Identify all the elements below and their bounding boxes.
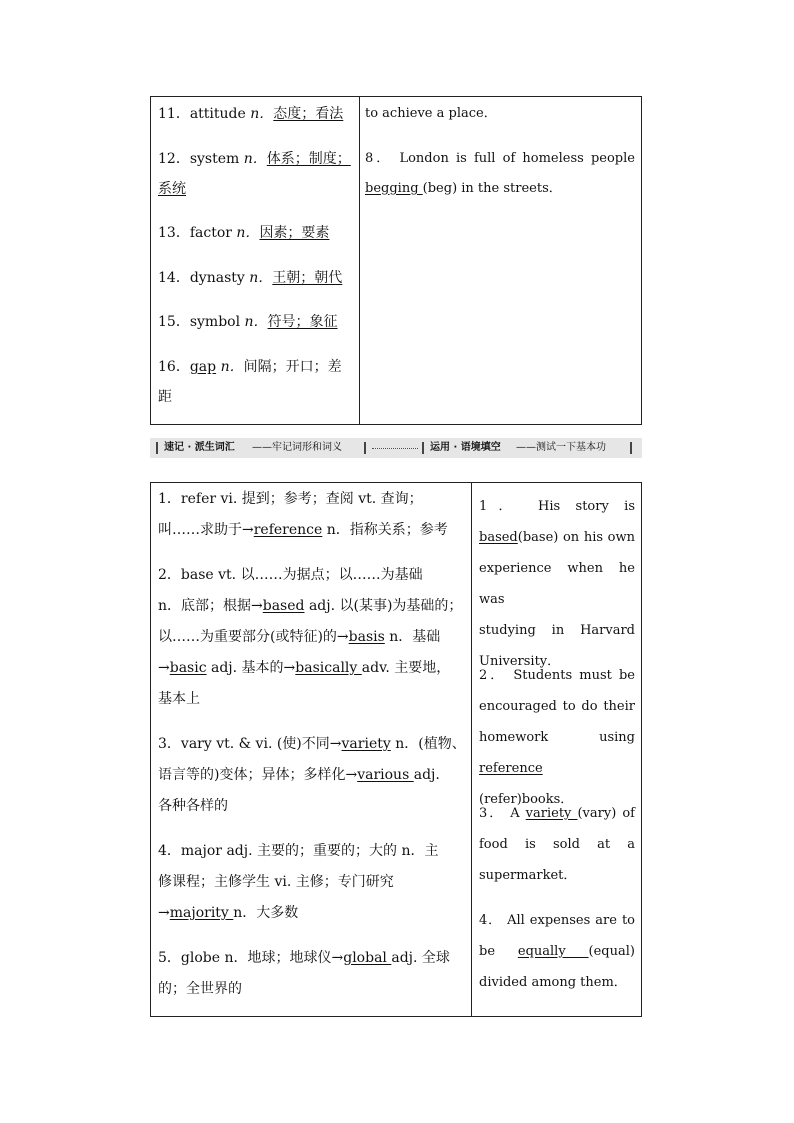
answer-various: various bbox=[357, 767, 414, 783]
derivative-item-4: 4．major adj. 主要的；重要的；大的 n．主 修课程；主修学生 vi. 主修；专门研究 →majority n．大多数 bbox=[158, 843, 439, 921]
answer-based: based bbox=[479, 530, 518, 545]
meaning-answer-cont: 系统 bbox=[158, 181, 186, 197]
answer-basic: basic bbox=[169, 660, 207, 676]
fill-in-item-2: 2． Students must be encouraged to do their homework using reference (refer)books． bbox=[479, 668, 635, 807]
meaning-answer: 因素；要素 bbox=[259, 225, 330, 241]
vocab-item-13: 13．factor n．因素；要素 bbox=[158, 225, 330, 241]
vocab-item-11: 11．attitude n．态度；看法 bbox=[158, 106, 344, 122]
banner-bar-icon bbox=[156, 442, 158, 454]
derivative-item-3: 3．vary vt. & vi. (使)不同→variety n．(植物、 语言等的)变体；异体；多样化→various adj. 各种各样的 bbox=[158, 736, 466, 814]
answer-equally: equally bbox=[517, 944, 589, 959]
vocab-item-16: 16．gap n．间隔；开口；差 距 bbox=[158, 359, 342, 405]
column-divider bbox=[359, 97, 360, 424]
meaning-answer: 符号；象征 bbox=[267, 314, 338, 330]
vocabulary-table-top bbox=[150, 96, 642, 425]
answer-basis: basis bbox=[348, 629, 385, 645]
column-divider bbox=[471, 483, 472, 1016]
banner-right-title: 运用 · 语境填空 bbox=[430, 442, 501, 453]
banner-left-subtitle: ——牢记词形和词义 bbox=[252, 442, 342, 453]
exercise-item-8: 8． London is full of homeless people begging (beg) in the streets． bbox=[365, 151, 635, 196]
vocab-item-14: 14．dynasty n．王朝；朝代 bbox=[158, 270, 343, 286]
fill-in-item-3: 3． A variety (vary) of food is sold at a supermarket． bbox=[479, 806, 635, 883]
meaning-answer: 王朝；朝代 bbox=[272, 270, 343, 286]
banner-bar-icon bbox=[422, 442, 424, 454]
meaning-answer: 体系；制度； bbox=[266, 151, 351, 167]
answer-reference: reference bbox=[479, 761, 543, 776]
answer-begging: begging bbox=[365, 181, 423, 196]
meaning-answer: 态度；看法 bbox=[273, 106, 344, 122]
vocab-item-12: 12．system n．体系；制度； 系统 bbox=[158, 151, 351, 197]
answer-variety: variety bbox=[525, 806, 578, 821]
vocabulary-table-bottom bbox=[150, 482, 642, 1017]
derivative-item-5: 5．globe n．地球；地球仪→global adj. 全球 的；全世界的 bbox=[158, 950, 450, 997]
answer-global: global bbox=[343, 950, 392, 966]
fill-in-item-4: 4． All expenses are to be equally (equal) divided among them． bbox=[479, 913, 635, 990]
banner-right-subtitle: ——测试一下基本功 bbox=[516, 442, 606, 453]
answer-reference: reference bbox=[253, 522, 323, 538]
answer-basically: basically bbox=[295, 660, 362, 676]
banner-bar-icon bbox=[364, 442, 366, 454]
answer-variety: variety bbox=[341, 736, 391, 752]
banner-left-title: 速记 · 派生词汇 bbox=[164, 442, 235, 453]
banner-bar-icon bbox=[630, 442, 632, 454]
answer-based: based bbox=[262, 598, 305, 614]
exercise-continuation: to achieve a place． bbox=[365, 106, 497, 121]
vocab-item-15: 15．symbol n．符号；象征 bbox=[158, 314, 338, 330]
derivative-item-2: 2．base vt. 以……为据点；以……为基础 n．底部；根据→based adj. 以(某事)为基础的； 以……为重要部分(或特征)的→basis n．基础 →basic adj. 基本的→basically adv. 主要地， 基本上 bbox=[158, 567, 463, 707]
section-banner bbox=[150, 438, 642, 458]
fill-in-item-1: 1． His story is based(base) on his own experience when he was studying in Harvard University． bbox=[479, 499, 635, 669]
answer-majority: majority bbox=[169, 905, 234, 921]
derivative-item-1: 1．refer vi. 提到；参考；查阅 vt. 查询； 叫……求助于→reference n．指称关系；参考 bbox=[158, 491, 448, 538]
banner-dotted-divider bbox=[372, 438, 418, 449]
word-answer: gap bbox=[189, 359, 217, 375]
